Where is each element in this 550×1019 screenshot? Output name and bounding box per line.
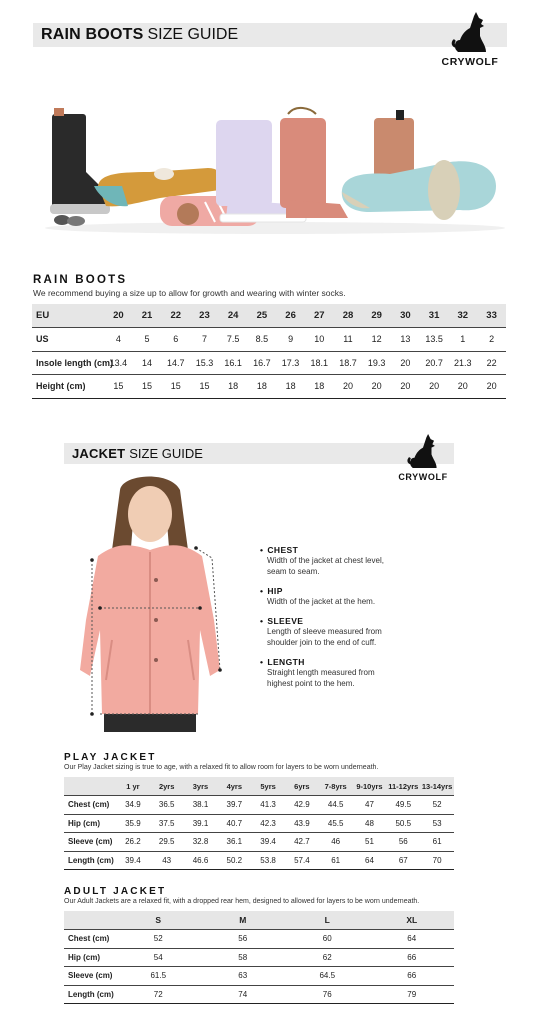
boots-cell: 8.5 xyxy=(255,334,269,345)
play-cell: 61 xyxy=(331,855,341,865)
adult-cell: 72 xyxy=(153,989,163,999)
jacket-title-light: SIZE GUIDE xyxy=(129,446,203,461)
adult-cell: 58 xyxy=(238,952,248,962)
play-cell: 41.3 xyxy=(260,800,276,810)
boots-cell: 4 xyxy=(115,334,121,345)
boots-header-cell: 30 xyxy=(391,304,420,328)
play-cell: 49.5 xyxy=(395,800,412,810)
boots-cell: 13.5 xyxy=(425,334,443,345)
rain-boots-table-body xyxy=(32,304,506,398)
boots-cell: 1 xyxy=(460,334,466,345)
adult-jacket-size-table xyxy=(64,911,454,1004)
note-hip-desc-1: Width of the jacket at the hem. xyxy=(267,597,376,606)
adult-header-cell: M xyxy=(201,911,286,930)
boots-header-cell: 33 xyxy=(477,304,506,328)
boots-cell: 16.7 xyxy=(253,357,271,368)
play-jacket-heading: PLAY JACKET xyxy=(64,752,157,763)
play-cell: 36.5 xyxy=(158,800,175,810)
play-cell: 45.5 xyxy=(327,818,344,828)
boots-cell: 17.3 xyxy=(281,357,300,368)
play-header-cell: 7-8yrs xyxy=(319,777,353,796)
play-cell: 42.3 xyxy=(260,818,276,828)
crywolf-logo-jacket xyxy=(392,432,454,482)
play-header-label xyxy=(64,777,116,796)
play-cell: 29.5 xyxy=(158,837,175,847)
note-sleeve-desc-1: Length of sleeve measured from xyxy=(267,627,382,636)
adult-cell: 66 xyxy=(407,971,417,981)
boots-cell: 14 xyxy=(142,357,153,368)
crywolf-logo-top xyxy=(434,10,506,68)
boots-cell: 5 xyxy=(144,334,150,345)
wolf-icon xyxy=(450,10,490,54)
boots-header-cell: 26 xyxy=(276,304,305,328)
jacket-title-strong: JACKET xyxy=(72,446,126,461)
play-cell: 50.5 xyxy=(395,818,412,828)
adult-cell: 54 xyxy=(153,952,163,962)
play-cell: 36.1 xyxy=(226,837,243,847)
boots-cell: 15 xyxy=(199,381,210,392)
note-length-desc-1: Straight length measured from xyxy=(267,668,375,677)
boots-cell: 11 xyxy=(343,334,353,345)
play-header-row xyxy=(64,777,454,796)
boots-header-cell: 31 xyxy=(420,304,449,328)
play-cell: 39.7 xyxy=(226,800,243,810)
boots-header-cell: 20 xyxy=(104,304,133,328)
table-row xyxy=(64,833,454,852)
play-header-cell: 5yrs xyxy=(251,777,285,796)
play-cell: 42.9 xyxy=(294,800,310,810)
table-row xyxy=(64,930,454,949)
adult-cell: 62 xyxy=(322,952,332,962)
boots-header-cell: 32 xyxy=(448,304,477,328)
play-cell: 56 xyxy=(398,837,408,847)
play-row-label: Sleeve (cm) xyxy=(68,837,113,847)
play-cell: 53.8 xyxy=(260,855,276,865)
boots-header-cell: 21 xyxy=(133,304,162,328)
boots-cell: 20 xyxy=(342,381,353,392)
boots-cell: 9 xyxy=(288,334,294,345)
note-chest-desc-2: seam to seam. xyxy=(267,567,320,576)
play-header-cell: 4yrs xyxy=(217,777,251,796)
play-cell: 64 xyxy=(365,855,374,865)
boots-cell: 16.1 xyxy=(224,357,242,368)
adult-jacket-heading: ADULT JACKET xyxy=(64,886,167,897)
adult-jacket-table-body xyxy=(64,911,454,1004)
boots-cell: 20 xyxy=(400,357,411,368)
boots-cell: 7.5 xyxy=(226,334,240,345)
play-jacket-size-table xyxy=(64,777,454,870)
boots-cell: 15 xyxy=(170,381,181,392)
play-cell: 37.5 xyxy=(158,818,175,828)
adult-header-label xyxy=(64,911,116,930)
play-cell: 40.7 xyxy=(226,818,243,828)
boots-cell: 2 xyxy=(489,334,495,345)
table-row xyxy=(64,796,454,815)
play-cell: 42.7 xyxy=(294,837,310,847)
boots-cell: 18 xyxy=(285,381,296,392)
play-cell: 70 xyxy=(432,855,442,865)
boots-cell: 10 xyxy=(314,334,325,345)
play-cell: 61 xyxy=(432,837,442,847)
rain-boots-heading: RAIN BOOTS xyxy=(33,274,128,286)
brand-name: CRYWOLF xyxy=(398,472,448,482)
play-cell: 51 xyxy=(365,837,374,847)
table-row xyxy=(32,328,506,352)
note-sleeve-title: • SLEEVE xyxy=(260,616,430,626)
play-cell: 57.4 xyxy=(294,855,310,865)
note-sleeve-desc-2: shoulder join to the end of cuff. xyxy=(267,638,377,647)
boots-cell: 18 xyxy=(256,381,267,392)
note-chest-title: • CHEST xyxy=(260,545,430,555)
black-boot-image xyxy=(50,108,110,214)
adult-row-label: Hip (cm) xyxy=(68,952,100,962)
adult-header-row xyxy=(64,911,454,930)
play-header-cell: 11-12yrs xyxy=(386,777,420,796)
adult-cell: 66 xyxy=(407,952,417,962)
play-cell: 47 xyxy=(365,800,374,810)
adult-cell: 56 xyxy=(238,934,248,944)
adult-jacket-subtitle: Our Adult Jackets are a relaxed fit, with a dropped rear hem, designed to allowed for layers to be worn underneath. xyxy=(64,898,420,905)
adult-cell: 64 xyxy=(407,934,417,944)
boots-cell: 15 xyxy=(113,381,124,392)
boots-header-cell: 23 xyxy=(190,304,219,328)
boots-header-cell: 27 xyxy=(305,304,334,328)
boots-cell: 12 xyxy=(371,334,382,345)
rose-boot-image xyxy=(280,108,348,218)
play-cell: 39.4 xyxy=(125,855,141,865)
play-cell: 34.9 xyxy=(125,800,141,810)
boots-cell: 18.7 xyxy=(339,357,357,368)
boots-cell: 14.7 xyxy=(166,357,185,368)
adult-header-cell: XL xyxy=(370,911,455,930)
boots-header-cell: 22 xyxy=(161,304,190,328)
wolf-icon xyxy=(406,432,440,470)
boots-cell: 18.1 xyxy=(310,357,329,368)
adult-cell: 64.5 xyxy=(319,971,336,981)
mint-boot-image xyxy=(342,160,496,220)
play-cell: 39.1 xyxy=(192,818,209,828)
measurement-notes xyxy=(260,545,430,698)
boots-cell: 18 xyxy=(228,381,239,392)
play-jacket-table-body xyxy=(64,777,454,870)
boots-cell: 6 xyxy=(173,334,179,345)
boots-cell: 20 xyxy=(457,381,468,392)
note-hip-title: • HIP xyxy=(260,586,430,596)
adult-cell: 79 xyxy=(407,989,417,999)
table-row xyxy=(64,948,454,967)
boots-cell: 18 xyxy=(314,381,325,392)
boots-header-cell: 28 xyxy=(334,304,363,328)
boots-cell: 19.3 xyxy=(367,357,386,368)
adult-row-label: Chest (cm) xyxy=(68,934,110,944)
play-header-cell: 9-10yrs xyxy=(353,777,387,796)
adult-cell: 52 xyxy=(153,934,163,944)
table-row xyxy=(32,375,506,399)
boots-header-cell: 24 xyxy=(219,304,248,328)
note-length-desc-2: highest point to the hem. xyxy=(267,679,355,688)
boots-header-row xyxy=(32,304,506,328)
play-cell: 48 xyxy=(365,818,374,828)
play-header-cell: 3yrs xyxy=(184,777,218,796)
boots-cell: 20 xyxy=(486,381,497,392)
boots-cell: 15.3 xyxy=(195,357,214,368)
boots-cell: 21.3 xyxy=(454,357,472,368)
brand-name: CRYWOLF xyxy=(441,56,499,68)
play-row-label: Chest (cm) xyxy=(68,800,110,810)
play-cell: 43 xyxy=(162,855,172,865)
boots-row-label: Insole length (cm) xyxy=(36,357,114,368)
play-cell: 35.9 xyxy=(125,818,141,828)
boots-cell: 20 xyxy=(400,381,411,392)
boots-cell: 20 xyxy=(429,381,440,392)
play-cell: 44.5 xyxy=(327,800,344,810)
boots-header-cell: 25 xyxy=(248,304,277,328)
rain-boots-title-strong: RAIN BOOTS xyxy=(41,26,144,43)
play-cell: 46.6 xyxy=(192,855,209,865)
boots-cell: 22 xyxy=(486,357,497,368)
table-row xyxy=(64,985,454,1004)
play-header-cell: 6yrs xyxy=(285,777,319,796)
play-cell: 46 xyxy=(331,837,341,847)
play-header-cell: 13-14yrs xyxy=(420,777,454,796)
play-header-cell: 2yrs xyxy=(150,777,184,796)
play-jacket-subtitle: Our Play Jacket sizing is true to age, with a relaxed fit to allow room for layers to be worn underneath. xyxy=(64,764,379,771)
boots-header-label: EU xyxy=(32,304,104,328)
rain-boots-title-light: SIZE GUIDE xyxy=(147,26,239,43)
play-header-cell: 1 yr xyxy=(116,777,150,796)
play-row-label: Length (cm) xyxy=(68,855,114,865)
play-cell: 50.2 xyxy=(226,855,243,865)
note-chest xyxy=(260,545,430,577)
note-length xyxy=(260,657,430,689)
adult-header-cell: S xyxy=(116,911,201,930)
boots-cell: 13.4 xyxy=(109,357,128,368)
play-cell: 52 xyxy=(432,800,442,810)
boots-cell: 20 xyxy=(371,381,382,392)
rain-boots-size-table xyxy=(32,304,506,399)
play-cell: 38.1 xyxy=(192,800,209,810)
adult-cell: 63 xyxy=(238,971,248,981)
boots-cell: 15 xyxy=(142,381,153,392)
note-sleeve xyxy=(260,616,430,648)
play-cell: 39.4 xyxy=(260,837,276,847)
boots-cell: 13 xyxy=(400,334,411,345)
play-cell: 53 xyxy=(432,818,442,828)
play-cell: 32.8 xyxy=(192,837,209,847)
rain-boots-subtitle: We recommend buying a size up to allow for growth and wearing with winter socks. xyxy=(33,288,346,298)
boots-row-label: US xyxy=(36,334,49,345)
play-row-label: Hip (cm) xyxy=(68,818,100,828)
play-cell: 67 xyxy=(398,855,408,865)
adult-header-cell: L xyxy=(285,911,370,930)
note-length-title: • LENGTH xyxy=(260,657,430,667)
boots-cell: 7 xyxy=(201,334,207,345)
table-row xyxy=(64,967,454,986)
table-row xyxy=(64,851,454,870)
table-row xyxy=(64,814,454,833)
adult-cell: 60 xyxy=(322,934,332,944)
play-cell: 43.9 xyxy=(294,818,310,828)
adult-cell: 74 xyxy=(238,989,248,999)
adult-cell: 76 xyxy=(322,989,332,999)
note-chest-desc-1: Width of the jacket at chest level, xyxy=(267,556,384,565)
rain-boots-photo xyxy=(40,100,510,240)
boots-cell: 20.7 xyxy=(425,357,443,368)
boots-header-cell: 29 xyxy=(362,304,391,328)
note-hip xyxy=(260,586,430,607)
adult-cell: 61.5 xyxy=(150,971,167,981)
adult-row-label: Length (cm) xyxy=(68,989,114,999)
play-cell: 26.2 xyxy=(125,837,141,847)
table-row xyxy=(32,351,506,375)
boots-row-label: Height (cm) xyxy=(36,381,86,392)
kid-in-jacket-photo xyxy=(70,470,230,735)
adult-row-label: Sleeve (cm) xyxy=(68,971,113,981)
